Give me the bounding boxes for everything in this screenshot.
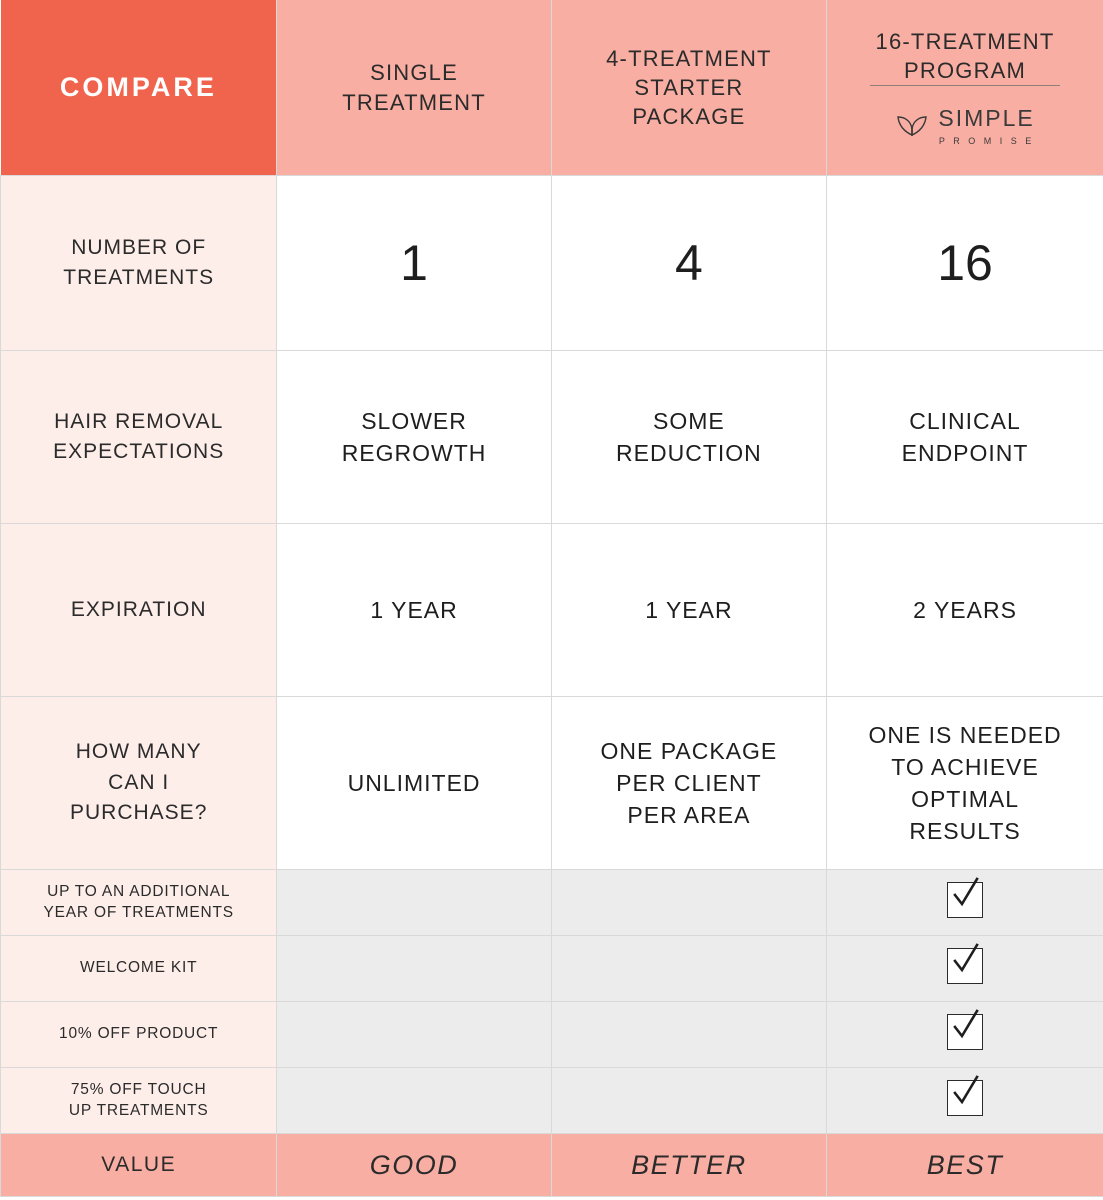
row-label-expectations: HAIR REMOVAL EXPECTATIONS — [1, 351, 277, 524]
cell-expiration-single: 1 YEAR — [277, 524, 551, 697]
row-label-product-discount: 10% OFF PRODUCT — [1, 1002, 277, 1068]
value-rating-program: BEST — [827, 1134, 1103, 1197]
perk-cell-single — [277, 870, 551, 936]
perk-cell-program — [827, 1002, 1103, 1068]
plan-header-starter — [551, 0, 826, 176]
value-rating-single: GOOD — [277, 1134, 551, 1197]
cell-purchase-program: ONE IS NEEDED TO ACHIEVE OPTIMAL RESULTS — [827, 697, 1103, 870]
checkmark-icon — [947, 882, 983, 918]
table-row — [1, 1134, 1103, 1197]
perk-cell-single — [277, 1068, 551, 1134]
table-row — [1, 1002, 1103, 1068]
row-label-value: VALUE — [1, 1134, 277, 1197]
plan-title-single: SINGLE TREATMENT — [342, 60, 486, 115]
table-row — [1, 1068, 1103, 1134]
perk-cell-starter — [551, 936, 826, 1002]
table-row — [1, 697, 1103, 870]
cell-purchase-starter: ONE PACKAGE PER CLIENT PER AREA — [551, 697, 826, 870]
table-row — [1, 351, 1103, 524]
perk-cell-single — [277, 1002, 551, 1068]
table-header-row — [1, 0, 1103, 176]
compare-label: COMPARE — [59, 72, 217, 102]
table-row — [1, 870, 1103, 936]
brand-subtitle: P R O M I S E — [938, 136, 1035, 147]
divider — [870, 85, 1060, 86]
table-row — [1, 524, 1103, 697]
row-label-treatments: NUMBER OF TREATMENTS — [1, 176, 277, 351]
row-label-purchase: HOW MANY CAN I PURCHASE? — [1, 697, 277, 870]
row-label-touchup-discount: 75% OFF TOUCH UP TREATMENTS — [1, 1068, 277, 1134]
cell-treatments-starter: 4 — [551, 176, 826, 351]
brand-name: SIMPLE — [938, 105, 1035, 132]
leaf-icon — [895, 108, 929, 145]
perk-cell-starter — [551, 1002, 826, 1068]
table-row — [1, 176, 1103, 351]
brand-logo — [827, 94, 1103, 148]
perk-cell-starter — [551, 870, 826, 936]
perk-cell-program — [827, 936, 1103, 1002]
perk-cell-starter — [551, 1068, 826, 1134]
cell-expectations-program: CLINICAL ENDPOINT — [827, 351, 1103, 524]
perk-cell-program — [827, 1068, 1103, 1134]
cell-purchase-single: UNLIMITED — [277, 697, 551, 870]
checkmark-icon — [947, 948, 983, 984]
row-label-expiration: EXPIRATION — [1, 524, 277, 697]
cell-expiration-starter: 1 YEAR — [551, 524, 826, 697]
perk-cell-single — [277, 936, 551, 1002]
cell-expectations-single: SLOWER REGROWTH — [277, 351, 551, 524]
perk-cell-program — [827, 870, 1103, 936]
compare-header-cell — [1, 0, 277, 176]
row-label-additional-year: UP TO AN ADDITIONAL YEAR OF TREATMENTS — [1, 870, 277, 936]
row-label-welcome-kit: WELCOME KIT — [1, 936, 277, 1002]
plan-title-starter: 4-TREATMENT STARTER PACKAGE — [606, 45, 772, 130]
checkmark-icon — [947, 1014, 983, 1050]
cell-expectations-starter: SOME REDUCTION — [551, 351, 826, 524]
plan-title-program: 16-TREATMENT PROGRAM — [875, 29, 1055, 84]
table-row — [1, 936, 1103, 1002]
checkmark-icon — [947, 1080, 983, 1116]
plan-header-program — [827, 0, 1103, 176]
cell-treatments-single: 1 — [277, 176, 551, 351]
cell-expiration-program: 2 YEARS — [827, 524, 1103, 697]
plan-header-single — [277, 0, 551, 176]
value-rating-starter: BETTER — [551, 1134, 826, 1197]
cell-treatments-program: 16 — [827, 176, 1103, 351]
